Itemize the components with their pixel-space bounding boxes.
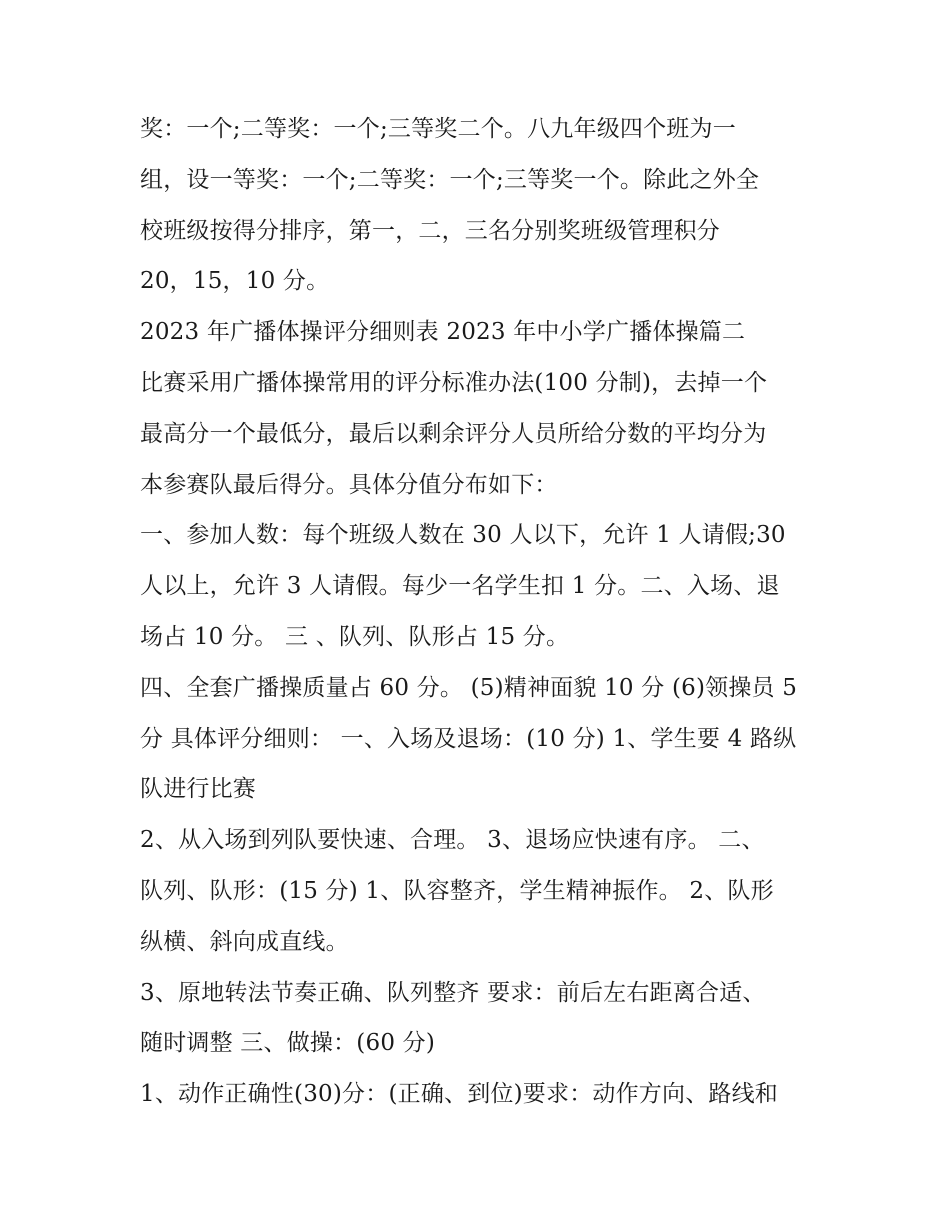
- section-heading: 2023 年广播体操评分细则表 2023 年中小学广播体操篇二: [140, 319, 746, 346]
- text-line: 四、全套广播操质量占 60 分。 (5)精神面貌 10 分 (6)领操员 5: [140, 674, 798, 701]
- text-line: 场占 10 分。 三 、队列、队形占 15 分。: [140, 623, 570, 650]
- text-line: 1、动作正确性(30)分：(正确、到位)要求：动作方向、路线和: [140, 1081, 778, 1108]
- text-line: 3、原地转法节奏正确、队列整齐 要求：前后左右距离合适、: [140, 979, 766, 1006]
- text-line: 人以上，允许 3 人请假。每少一名学生扣 1 分。二、入场、退: [140, 573, 780, 600]
- text-line: 纵横、斜向成直线。: [140, 928, 349, 955]
- text-line: 最高分一个最低分，最后以剩余评分人员所给分数的平均分为: [140, 420, 767, 447]
- text-line: 队列、队形：(15 分) 1、队容整齐，学生精神振作。 2、队形: [140, 877, 774, 904]
- text-line: 20，15，10 分。: [140, 268, 330, 295]
- text-line: 本参赛队最后得分。具体分值分布如下：: [140, 471, 558, 498]
- text-line: 队进行比赛: [140, 776, 256, 803]
- text-line: 组，设一等奖：一个;二等奖：一个;三等奖一个。除此之外全: [140, 166, 760, 193]
- text-line: 奖：一个;二等奖：一个;三等奖二个。八九年级四个班为一: [140, 116, 736, 142]
- text-line: 随时调整 三、做操：(60 分): [140, 1030, 436, 1057]
- text-line: 2、从入场到列队要快速、合理。 3、退场应快速有序。 二、: [140, 827, 765, 854]
- text-line: 校班级按得分排序，第一，二，三名分别奖班级管理积分: [140, 217, 720, 244]
- document-body: [140, 109, 830, 1125]
- text-line: 一、参加人数：每个班级人数在 30 人以下，允许 1 人请假;30: [140, 522, 786, 549]
- text-line: 分 具体评分细则： 一、入场及退场：(10 分) 1、学生要 4 路纵: [140, 725, 797, 752]
- text-line: 比赛采用广播体操常用的评分标准办法(100 分制)，去掉一个: [140, 369, 768, 396]
